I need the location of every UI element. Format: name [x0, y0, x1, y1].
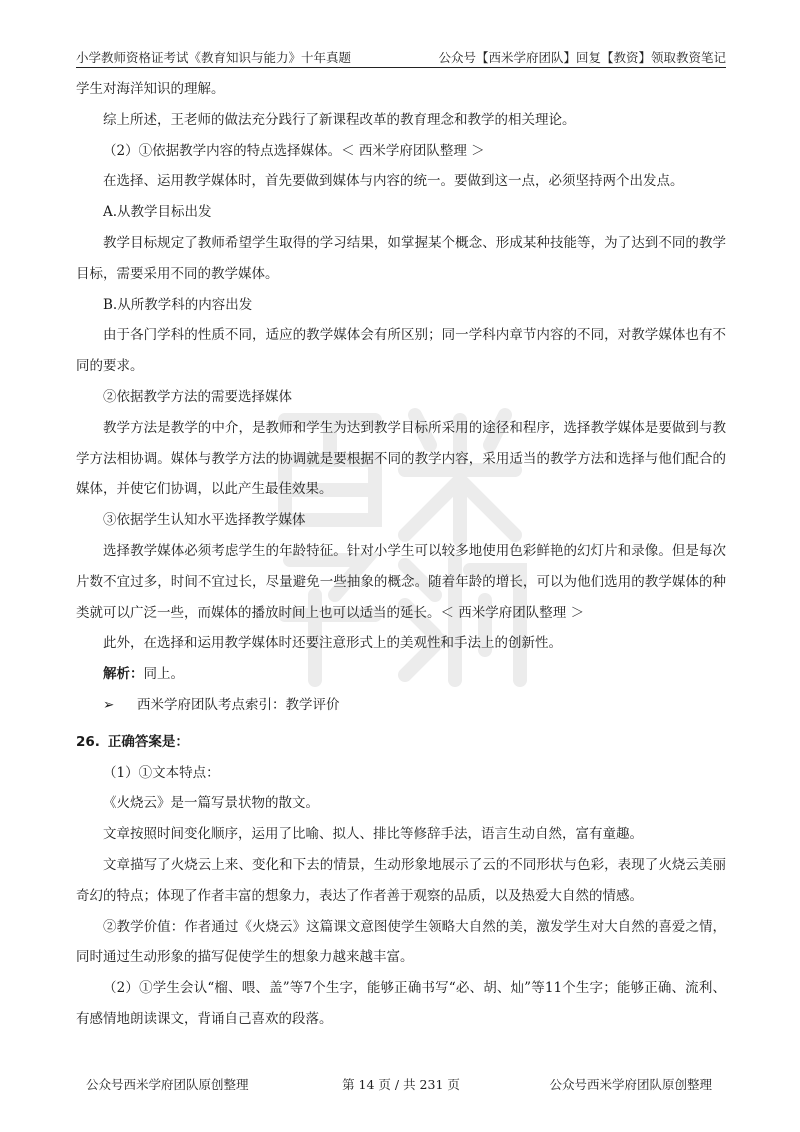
- analysis-line: [76, 659, 726, 690]
- paragraph: 综上所述，王老师的做法充分践行了新课程改革的教育理念和教学的相关理论。: [103, 111, 576, 128]
- paragraph: （1）①文本特点：: [103, 764, 220, 781]
- tip-text: 西米学府团队考点索引：教学评价: [137, 696, 340, 713]
- page-footer: [76, 1075, 726, 1093]
- paragraph: 文章按照时间变化顺序，运用了比喻、拟人、排比等修辞手法，语言生动自然，富有童趣。: [103, 826, 643, 843]
- page-header: [76, 48, 726, 66]
- page-number: 第 14 页 / 共 231 页: [342, 1077, 460, 1092]
- paragraph: 此外，在选择和运用教学媒体时还要注意形式上的美观性和手法上的创新性。: [103, 635, 562, 652]
- paragraph: B.从所教学科的内容出发: [103, 296, 253, 313]
- question-number: 26.: [76, 733, 100, 750]
- question-heading: [76, 727, 726, 758]
- paragraph: ③依据学生认知水平选择教学媒体: [103, 512, 306, 529]
- paragraph: 由于各门学科的性质不同，适应的教学媒体会有所区别；同一学科内章节内容的不同，对教学媒体也有不同的要求。: [76, 327, 726, 375]
- paragraph: ②依据教学方法的需要选择媒体: [103, 388, 292, 405]
- paragraph: ②教学价值：作者通过《火烧云》这篇课文意图使学生领略大自然的美，激发学生对大自然的喜爱之情，同时通过生动形象的描写促使学生的想象力越来越丰富。: [76, 918, 726, 966]
- paragraph: A.从教学目标出发: [103, 204, 212, 221]
- header-title: 小学教师资格证考试《教育知识与能力》十年真题: [76, 50, 352, 65]
- paragraph: 文章描写了火烧云上来、变化和下去的情景，生动形象地展示了云的不同形状与色彩，表现了火烧云美丽奇幻的特点；体现了作者丰富的想象力，表达了作者善于观察的品质，以及热爱大自然的情感。: [76, 856, 726, 904]
- header-promo: 公众号【西米学府团队】回复【教资】领取教资笔记: [438, 50, 726, 65]
- paragraph: 学生对海洋知识的理解。: [76, 81, 225, 97]
- footer-left: 公众号西米学府团队原创整理: [86, 1077, 249, 1092]
- header-divider: [76, 67, 726, 68]
- paragraph: 选择教学媒体必须考虑学生的年龄特征。针对小学生可以较多地使用色彩鲜艳的幻灯片和录像。但是每次片数不宜过多，时间不宜过长，尽量避免一些抽象的概念。随着年龄的增长，可以为他们选用的教学媒体的种类就可以广泛一些，而媒体的播放时间上也可以适当的延长。＜ 西米学府团队整理 ＞: [76, 542, 726, 621]
- paragraph: 教学方法是教学的中介，是教师和学生为达到教学目标所采用的途径和程序，选择教学媒体是要做到与教学方法相协调。媒体与教学方法的协调就是要根据不同的教学内容，采用适当的教学方法和选择与他们配合的媒体，并使它们协调，以此产生最佳效果。: [76, 419, 726, 498]
- paragraph: 教学目标规定了教师希望学生取得的学习结果，如掌握某个概念、形成某种技能等，为了达到不同的教学目标，需要采用不同的教学媒体。: [76, 234, 726, 282]
- arrow-bullet-icon: ➢: [103, 696, 115, 713]
- analysis-label: 解析：: [103, 666, 144, 683]
- paragraph: 《火烧云》是一篇写景状物的散文。: [103, 795, 319, 812]
- tip-line: [76, 690, 726, 721]
- paragraph: 在选择、运用教学媒体时，首先要做到媒体与内容的统一。要做到这一点，必须坚持两个出发点。: [103, 173, 684, 190]
- question-title: 正确答案是：: [107, 733, 189, 750]
- paragraph: （2）①依据教学内容的特点选择媒体。＜ 西米学府团队整理 ＞: [103, 142, 485, 159]
- analysis-text: 同上。: [143, 666, 184, 683]
- page-body: [76, 74, 726, 1035]
- paragraph: （2）①学生会认“榴、喂、盖”等7个生字，能够正确书写“必、胡、灿”等11个生字；能够正确、流利、有感情地朗读课文，背诵自己喜欢的段落。: [76, 980, 726, 1027]
- footer-right: 公众号西米学府团队原创整理: [549, 1077, 712, 1092]
